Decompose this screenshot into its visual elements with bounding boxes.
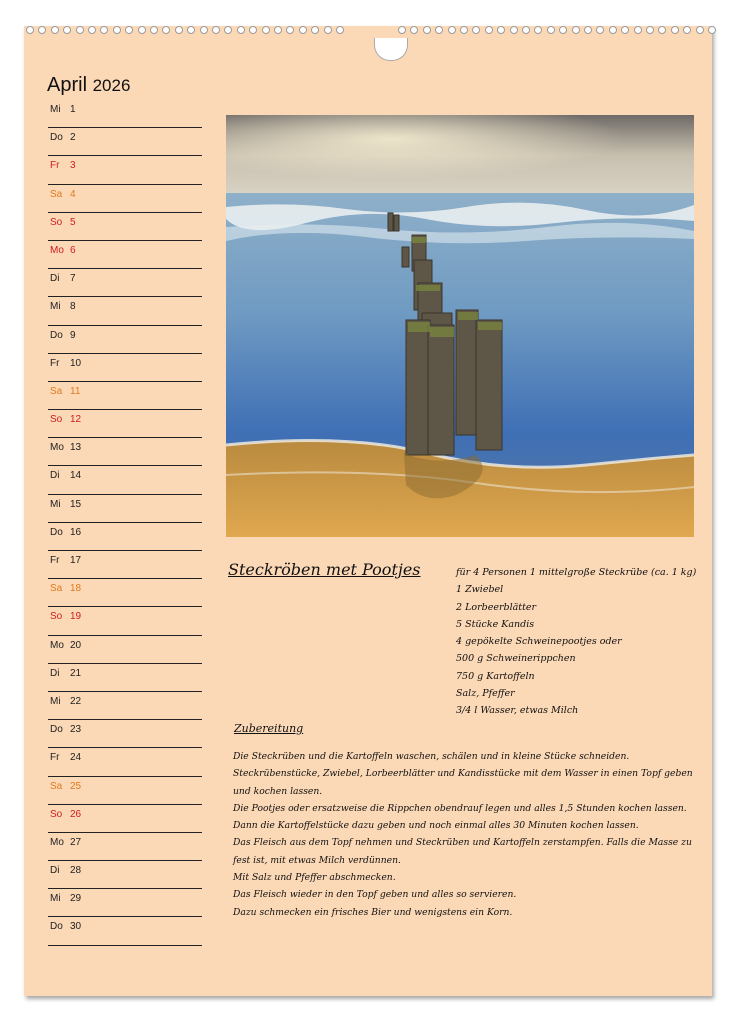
binding-hole	[100, 26, 108, 34]
day-number: 30	[70, 921, 82, 933]
day-row	[48, 805, 202, 833]
weekday-label: Sa	[50, 780, 63, 792]
weekday-label: Sa	[50, 385, 63, 397]
weekday-label: Mi	[50, 893, 61, 905]
binding-hole	[485, 26, 493, 34]
day-row	[48, 213, 202, 241]
day-number: 6	[70, 244, 76, 256]
day-row	[48, 438, 202, 466]
weekday-label: Do	[50, 132, 63, 144]
day-row	[48, 636, 202, 664]
day-row	[48, 354, 202, 382]
binding-hole	[51, 26, 59, 34]
weekday-label: Mo	[50, 244, 64, 256]
day-row	[48, 269, 202, 297]
binding-hole	[336, 26, 344, 34]
weekday-label: Fr	[50, 555, 60, 566]
binding-hole	[547, 26, 555, 34]
day-number: 16	[70, 526, 82, 538]
spiral-binding	[24, 22, 712, 36]
day-list	[48, 100, 202, 946]
day-number: 10	[70, 357, 82, 369]
weekday-label: Do	[50, 329, 63, 341]
day-number: 9	[70, 329, 76, 341]
binding-hole	[26, 26, 34, 34]
day-number: 4	[70, 188, 76, 200]
day-number: 23	[70, 724, 82, 736]
binding-hole	[150, 26, 158, 34]
binding-hole	[224, 26, 232, 34]
binding-hole	[634, 26, 642, 34]
binding-hole	[646, 26, 654, 34]
binding-hole	[472, 26, 480, 34]
weekday-label: Di	[50, 865, 60, 877]
ingredient-line: für 4 Personen 1 mittelgroße Steckrübe (ca. 1 kg)	[456, 567, 697, 578]
step-line: Dazu schmecken ein frisches Bier und wenigstens ein Korn.	[233, 906, 513, 918]
day-row	[48, 466, 202, 494]
weekday-label: So	[50, 216, 63, 228]
step-line: Das Fleisch aus dem Topf nehmen und Steckrüben und Kartoffeln zerstampfen. Falls die Masse zu fest ist, mit etwas Milch verdünnen.	[233, 837, 692, 866]
step-line: Das Fleisch wieder in den Topf geben und alles so servieren.	[233, 889, 517, 901]
ingredient-list	[456, 564, 706, 720]
day-number: 3	[70, 160, 76, 172]
binding-hole	[423, 26, 431, 34]
weekday-label: Mi	[50, 498, 61, 510]
binding-hole	[510, 26, 518, 34]
ingredient-line: Salz, Pfeffer	[456, 688, 515, 700]
weekday-label: So	[50, 808, 63, 820]
weekday-label: Di	[50, 667, 60, 679]
month-title	[47, 74, 130, 97]
day-row	[48, 720, 202, 748]
day-number: 27	[70, 836, 82, 848]
binding-hole	[262, 26, 270, 34]
binding-hole	[696, 26, 704, 34]
day-row	[48, 382, 202, 410]
day-number: 22	[70, 695, 82, 707]
binding-hole	[237, 26, 245, 34]
binding-hole	[522, 26, 530, 34]
binding-hole	[63, 26, 71, 34]
day-row	[48, 833, 202, 861]
weekday-label: Do	[50, 526, 63, 538]
day-row	[48, 551, 202, 579]
ingredient-line: 750 g Kartoffeln	[456, 670, 535, 682]
day-number: 20	[70, 639, 82, 651]
day-row	[48, 326, 202, 354]
binding-hole	[311, 26, 319, 34]
day-number: 7	[70, 273, 76, 285]
step-line: Steckrübenstücke, Zwiebel, Lorbeerblätter und Kandisstücke mit dem Wasser in einen Topf geben und kochen lassen.	[233, 768, 693, 797]
binding-hole	[299, 26, 307, 34]
weekday-label: Mi	[50, 104, 61, 115]
day-number: 24	[70, 752, 82, 764]
day-row	[48, 128, 202, 156]
day-row	[48, 495, 202, 523]
weekday-label: Mo	[50, 442, 64, 454]
binding-hole	[398, 26, 406, 34]
binding-hole	[584, 26, 592, 34]
binding-hole	[596, 26, 604, 34]
binding-hole	[497, 26, 505, 34]
weekday-label: Mo	[50, 639, 64, 651]
day-row	[48, 156, 202, 184]
binding-hole	[286, 26, 294, 34]
weekday-label: So	[50, 414, 63, 426]
preparation-heading: Zubereitung	[234, 722, 304, 735]
weekday-label: Mi	[50, 695, 61, 707]
binding-hole	[187, 26, 195, 34]
binding-hole	[324, 26, 332, 34]
weekday-label: Mi	[50, 301, 61, 313]
step-line: Die Pootjes oder ersatzweise die Rippchen obendrauf legen und alles 1,5 Stunden kochen lassen. Dann die Kartoffelstücke dazu geben und noch einmal alles 30 Minuten kochen lassen.	[233, 802, 687, 832]
day-row	[48, 692, 202, 720]
binding-hole	[683, 26, 691, 34]
day-number: 8	[70, 301, 76, 313]
day-row	[48, 523, 202, 551]
weekday-label: Di	[50, 470, 60, 482]
day-row	[48, 185, 202, 213]
binding-hole	[138, 26, 146, 34]
day-row	[48, 410, 202, 438]
day-row	[48, 241, 202, 269]
step-line: Die Steckrüben und die Kartoffeln waschen, schälen und in kleine Stücke schneiden.	[233, 751, 630, 762]
binding-hole	[448, 26, 456, 34]
step-line: Mit Salz und Pfeffer abschmecken.	[233, 872, 396, 884]
binding-hole	[175, 26, 183, 34]
day-number: 29	[70, 893, 82, 905]
beach-groyne-photo	[226, 115, 694, 537]
binding-hole	[113, 26, 121, 34]
weekday-label: Fr	[50, 357, 60, 369]
weekday-label: Sa	[50, 188, 63, 200]
binding-hole	[88, 26, 96, 34]
binding-hole	[125, 26, 133, 34]
day-number: 13	[70, 442, 82, 454]
day-number: 5	[70, 216, 76, 228]
weekday-label: Di	[50, 273, 60, 285]
binding-hole	[621, 26, 629, 34]
day-row	[48, 579, 202, 607]
day-number: 18	[70, 583, 82, 595]
day-number: 28	[70, 865, 82, 877]
year-label: 2026	[92, 76, 131, 95]
day-number: 25	[70, 780, 82, 792]
binding-hole	[658, 26, 666, 34]
weekday-label: Fr	[50, 160, 60, 172]
day-number: 17	[70, 555, 82, 566]
binding-hole	[708, 26, 716, 34]
binding-hole	[572, 26, 580, 34]
binding-hole	[274, 26, 282, 34]
binding-hole	[38, 26, 46, 34]
weekday-label: Do	[50, 921, 63, 933]
day-number: 19	[70, 611, 82, 623]
binding-hole	[212, 26, 220, 34]
day-row	[48, 777, 202, 805]
day-row	[48, 664, 202, 692]
ingredient-line: 5 Stücke Kandis	[456, 618, 535, 630]
day-row	[48, 748, 202, 776]
binding-hole	[460, 26, 468, 34]
day-number: 14	[70, 470, 82, 482]
ingredient-line: 2 Lorbeerblätter	[456, 601, 537, 613]
weekday-label: Mo	[50, 836, 64, 848]
day-row	[48, 861, 202, 889]
day-row	[48, 917, 202, 945]
day-number: 12	[70, 414, 82, 426]
day-number: 2	[70, 132, 76, 144]
weekday-label: Do	[50, 724, 63, 736]
day-number: 1	[70, 104, 76, 115]
ingredient-line: 4 gepökelte Schweinepootjes oder	[456, 636, 622, 648]
month-name: April	[47, 74, 88, 96]
binding-hole	[435, 26, 443, 34]
binding-hole	[609, 26, 617, 34]
day-row	[48, 607, 202, 635]
day-number: 26	[70, 808, 82, 820]
day-number: 11	[70, 385, 81, 397]
day-row	[48, 297, 202, 325]
weekday-label: Fr	[50, 752, 60, 764]
weekday-label: Sa	[50, 583, 63, 595]
binding-hole	[76, 26, 84, 34]
day-row	[48, 889, 202, 917]
binding-hole	[559, 26, 567, 34]
binding-hole	[200, 26, 208, 34]
ingredient-line: 500 g Schweinerippchen	[456, 653, 576, 665]
binding-hole	[671, 26, 679, 34]
recipe-title: Steckröben met Pootjes	[228, 560, 421, 579]
binding-hole	[162, 26, 170, 34]
binding-hole	[534, 26, 542, 34]
day-number: 21	[70, 667, 82, 679]
ingredient-line: 1 Zwiebel	[456, 584, 504, 596]
binding-hole	[249, 26, 257, 34]
day-row	[48, 100, 202, 128]
ingredient-line: 3/4 l Wasser, etwas Milch	[456, 705, 579, 717]
binding-hole	[410, 26, 418, 34]
preparation-steps	[233, 748, 698, 921]
day-number: 15	[70, 498, 82, 510]
weekday-label: So	[50, 611, 63, 623]
